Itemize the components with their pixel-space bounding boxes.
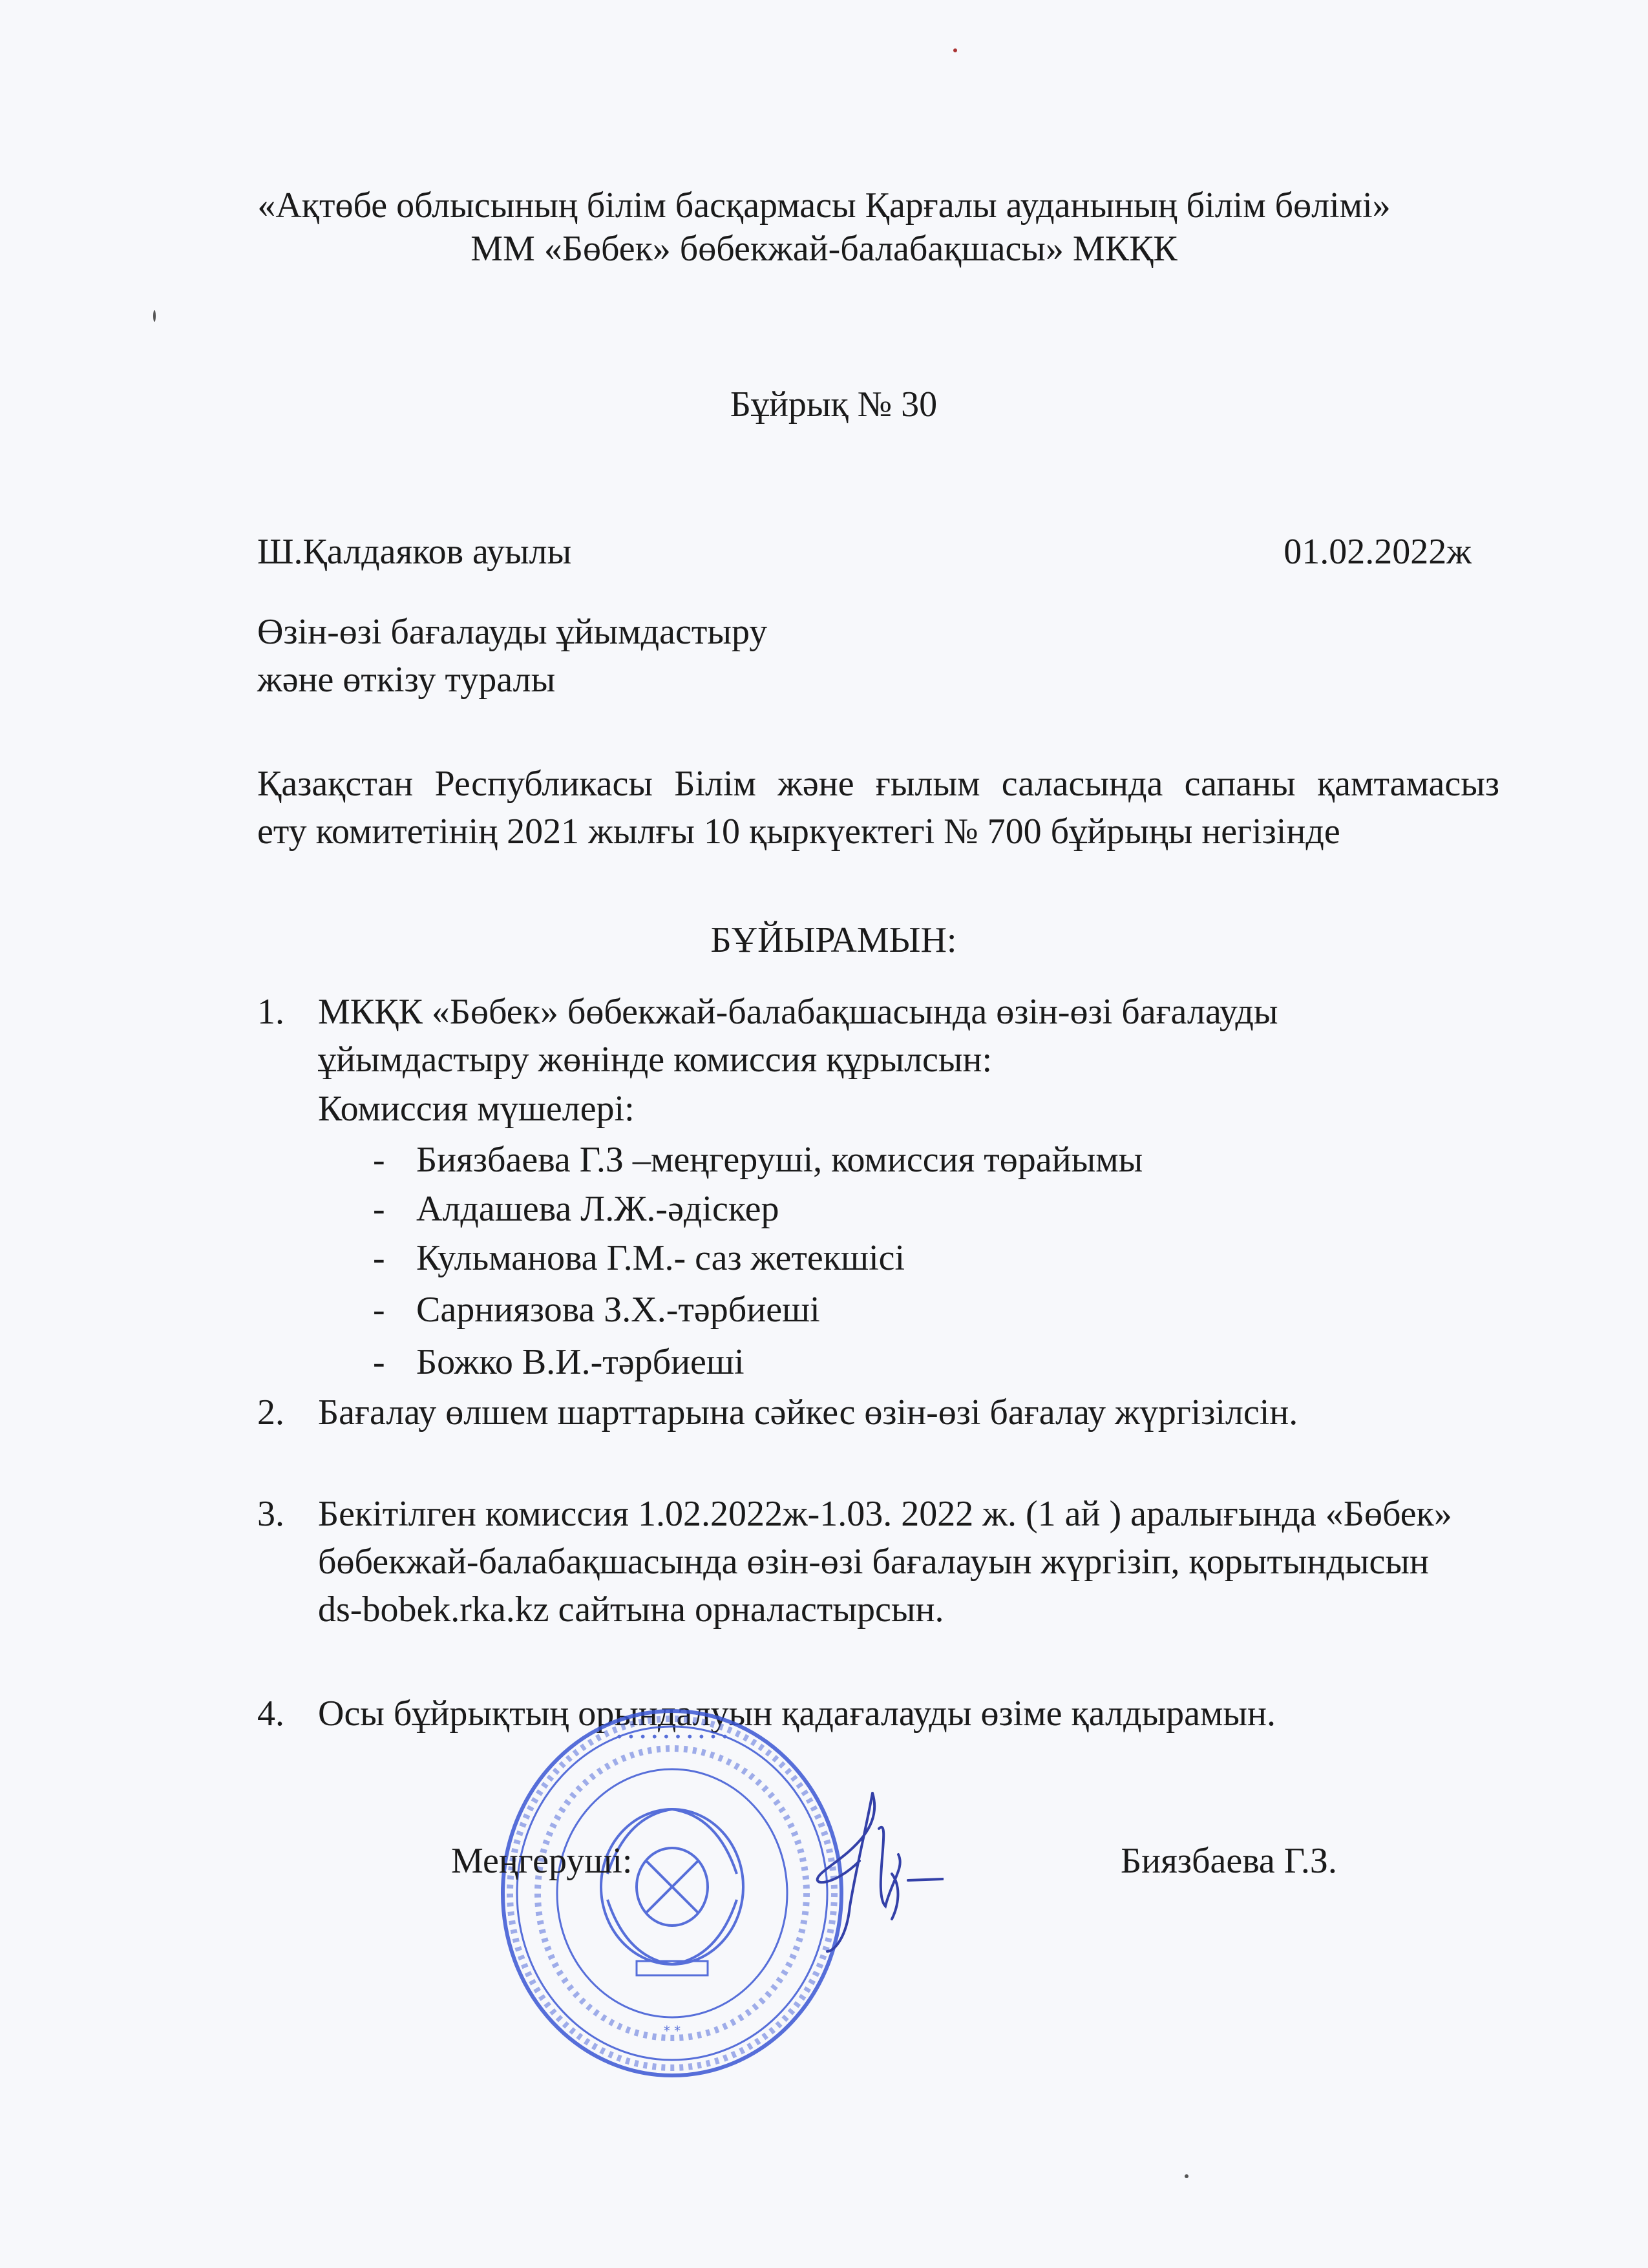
signature-role: Меңгеруші: — [451, 1841, 633, 1881]
item-number: 4. — [257, 1694, 284, 1734]
header-line-1: «Ақтөбе облысының білім басқармасы Қарғалы ауданының білім бөлімі» — [257, 185, 1391, 226]
member-item: Сарниязова З.Х.-тәрбиеші — [416, 1290, 820, 1330]
item-1-line: МКҚК «Бөбек» бөбекжай-балабақшасында өзін-өзі бағалауды — [318, 992, 1278, 1032]
subject-line-1: Өзін-өзі бағалауды ұйымдастыру — [257, 612, 768, 652]
item-3-line: бөбекжай-балабақшасында өзін-өзі бағалауын жүргізіп, қорытындысын — [318, 1542, 1429, 1582]
item-number: 2. — [257, 1392, 284, 1433]
official-seal-stamp — [498, 1706, 847, 2081]
preamble-line-2: ету комитетінің 2021 жылғы 10 қыркүектегі № 700 бұйрыңы негізінде — [257, 812, 1340, 852]
member-dash: - — [373, 1238, 385, 1278]
signature-name: Биязбаева Г.З. — [1121, 1841, 1337, 1881]
member-item: Биязбаева Г.З –меңгеруші, комиссия төрайымы — [416, 1140, 1143, 1180]
member-item: Алдашева Л.Ж.-әдіскер — [416, 1189, 779, 1229]
place: Ш.Қалдаяков ауылы — [257, 532, 572, 572]
subject-line-2: және өткізу туралы — [257, 660, 556, 700]
item-number: 3. — [257, 1494, 284, 1534]
item-1-line: ұйымдастыру жөнінде комиссия құрылсын: — [318, 1040, 993, 1080]
member-dash: - — [373, 1140, 385, 1180]
item-3-line: Бекітілген комиссия 1.02.2022ж-1.03. 2022 ж. (1 ай ) аралығында «Бөбек» — [318, 1494, 1452, 1534]
scan-speck — [953, 48, 957, 52]
member-dash: - — [373, 1342, 385, 1382]
member-dash: - — [373, 1290, 385, 1330]
commission-members-label: Комиссия мүшелері: — [318, 1089, 635, 1129]
scan-speck — [153, 310, 156, 322]
svg-text:* *: * * — [663, 2023, 681, 2039]
scan-speck — [1185, 2174, 1188, 2178]
item-2-line: Бағалау өлшем шарттарына сәйкес өзін-өзі бағалау жүргізілсін. — [318, 1392, 1298, 1433]
item-3-line: ds-bobek.rka.kz сайтына орналастырсын. — [318, 1590, 944, 1630]
order-title: Бұйрық № 30 — [730, 384, 938, 425]
member-item: Божко В.И.-тәрбиеші — [416, 1342, 745, 1382]
member-item: Кульманова Г.М.- саз жетекшісі — [416, 1238, 905, 1278]
header-line-2: ММ «Бөбек» бөбекжай-балабақшасы» МКҚК — [470, 229, 1178, 269]
item-number: 1. — [257, 992, 284, 1032]
item-4-line: Осы бұйрықтың орындалуын қадағалауды өзіме қалдырамын. — [318, 1694, 1276, 1734]
decree-word: БҰЙЫРАМЫН: — [710, 920, 957, 960]
date: 01.02.2022ж — [1284, 532, 1472, 572]
handwritten-signature — [795, 1790, 944, 1958]
svg-text:• • • • • • • • • •: • • • • • • • • • • — [615, 1729, 729, 1745]
preamble-line-1: Қазақстан Республикасы Білім және ғылым саласында сапаны қамтамасыз — [257, 764, 1499, 804]
member-dash: - — [373, 1189, 385, 1229]
